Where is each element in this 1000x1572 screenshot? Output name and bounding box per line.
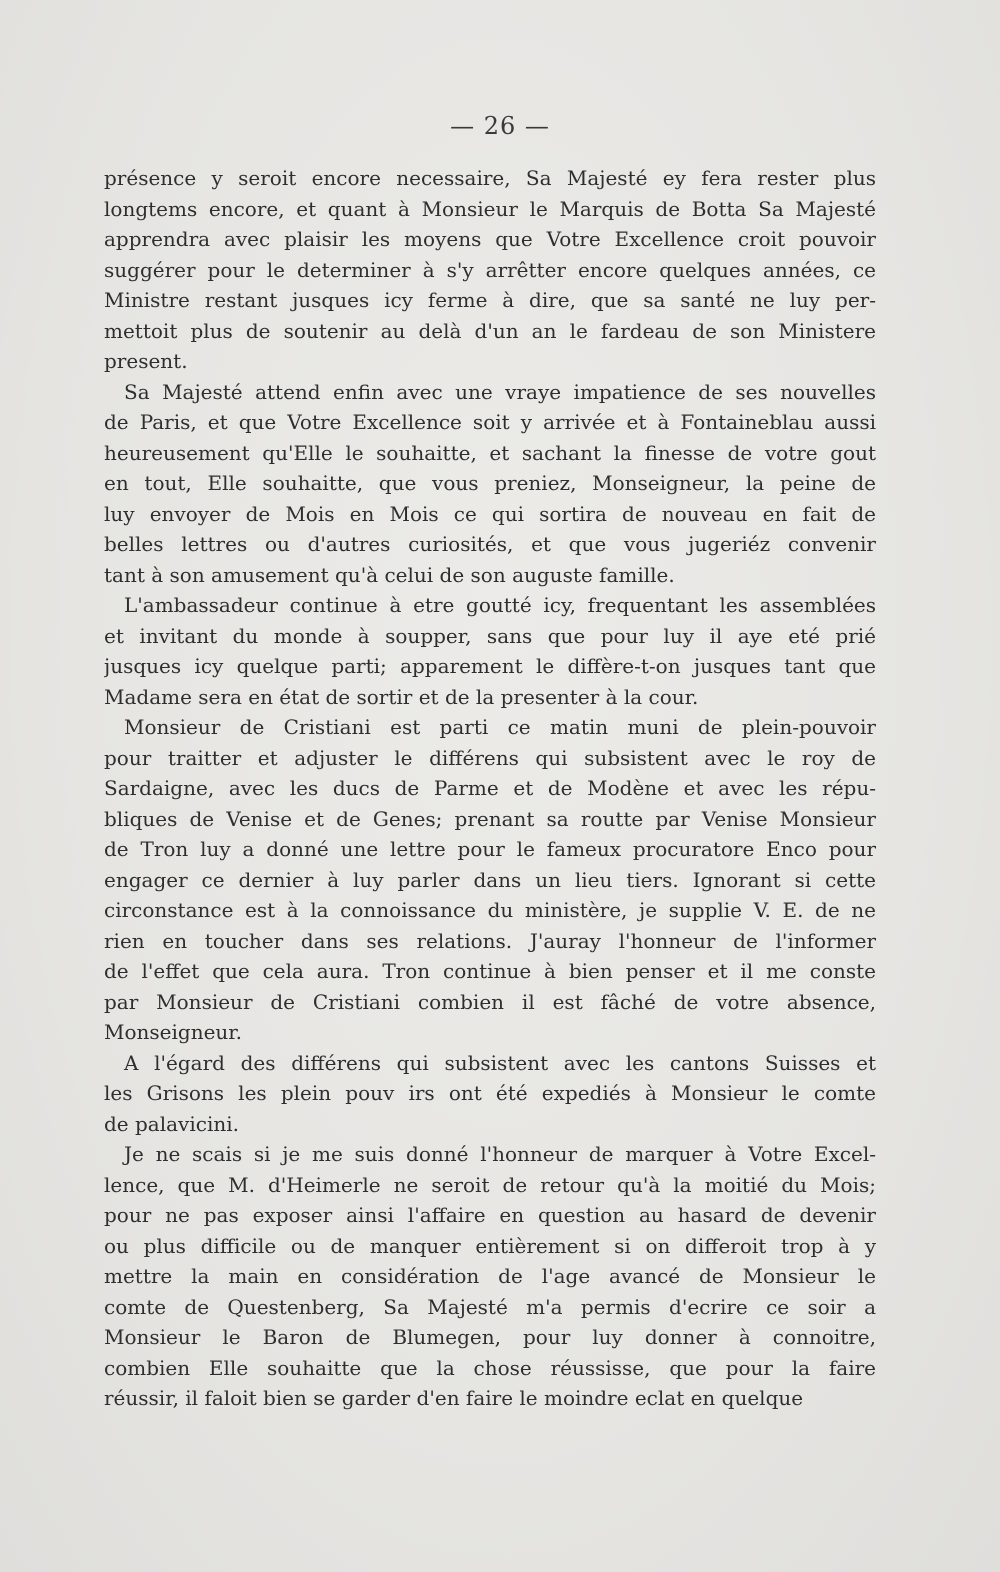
text-line: mettre la main en considération de l'age avancé de Monsieur le [104, 1264, 876, 1288]
text-line: luy envoyer de Mois en Mois ce qui sortira de nouveau en fait de [104, 501, 876, 526]
text-line: Monsieur de Cristiani est parti ce matin muni de plein-pouvoir [124, 715, 876, 739]
text-line: de Tron luy a donné une lettre pour le fameux procuratore Enco pour [104, 837, 876, 861]
text-line: de Paris, et que Votre Excellence soit y arrivée et à Fontaineblau aussi [104, 410, 876, 434]
text-line: et invitant du monde à soupper, sans que pour luy il aye eté prié [104, 623, 876, 648]
text-line: Monsieur le Baron de Blumegen, pour luy donner à connoitre, [104, 1325, 876, 1349]
text-line: lence, que M. d'Heimerle ne seroit de retour qu'à la moitié du Mois; [104, 1172, 876, 1197]
text-line: present. [104, 349, 188, 373]
text-line: Sa Majesté attend enfin avec une vraye impatience de ses nouvelles [124, 379, 876, 404]
text-line: Sardaigne, avec les ducs de Parme et de Modène et avec les répu- [104, 776, 876, 800]
text-line: Madame sera en état de sortir et de la presenter à la cour. [104, 684, 699, 709]
text-line: tant à son amusement qu'à celui de son auguste famille. [104, 562, 675, 587]
text-line: rien en toucher dans ses relations. J'auray l'honneur de l'informer [104, 928, 876, 953]
text-line: par Monsieur de Cristiani combien il est fâché de votre absence, [104, 989, 876, 1014]
text-line: longtems encore, et quant à Monsieur le Marquis de Botta Sa Majesté [104, 196, 876, 221]
paragraph [104, 1139, 876, 1414]
text-line: engager ce dernier à luy parler dans un lieu tiers. Ignorant si cette [104, 867, 876, 892]
text-line: circonstance est à la connoissance du ministère, je supplie V. E. de ne [104, 898, 876, 922]
paragraph [104, 712, 876, 1048]
text-line: pour ne pas exposer ainsi l'affaire en question au hasard de devenir [104, 1203, 876, 1227]
text-line: bliques de Venise et de Genes; prenant sa routte par Venise Monsieur [104, 806, 876, 831]
text-line: suggérer pour le determiner à s'y arrêtter encore quelques années, ce [104, 257, 876, 282]
text-line: Ministre restant jusques icy ferme à dire, que sa santé ne luy per- [104, 288, 876, 312]
text-line: Je ne scais si je me suis donné l'honneur de marquer à Votre Excel- [124, 1142, 876, 1166]
text-line: comte de Questenberg, Sa Majesté m'a permis d'ecrire ce soir a [104, 1294, 876, 1319]
text-line: L'ambassadeur continue à etre goutté icy, frequentant les assemblées [124, 593, 876, 617]
text-line: Monseigneur. [104, 1020, 243, 1044]
text-line: de palavicini. [104, 1111, 239, 1136]
paragraph [104, 163, 876, 377]
paragraph [104, 1048, 876, 1140]
paragraph [104, 377, 876, 591]
text-line: heureusement qu'Elle le souhaitte, et sachant la finesse de votre gout [104, 440, 876, 465]
text-line: réussir, il faloit bien se garder d'en faire le moindre eclat en quelque [104, 1386, 804, 1410]
body-text [104, 163, 876, 1414]
page-number: — 26 — [450, 112, 550, 140]
text-line: jusques icy quelque parti; apparement le diffère-t-on jusques tant que [104, 654, 876, 678]
text-line: combien Elle souhaitte que la chose réussisse, que pour la faire [104, 1355, 876, 1380]
text-line: pour traitter et adjuster le différens qui subsistent avec le roy de [104, 745, 876, 770]
text-line: en tout, Elle souhaitte, que vous preniez, Monseigneur, la peine de [104, 471, 876, 495]
text-line: présence y seroit encore necessaire, Sa Majesté ey fera rester plus [104, 166, 876, 190]
text-line: belles lettres ou d'autres curiosités, et que vous jugeriéz convenir [104, 532, 876, 556]
text-line: apprendra avec plaisir les moyens que Votre Excellence croit pouvoir [104, 227, 876, 251]
text-line: de l'effet que cela aura. Tron continue à bien penser et il me conste [104, 959, 876, 983]
text-line: les Grisons les plein pouv irs ont été expediés à Monsieur le comte [104, 1081, 876, 1105]
text-line: mettoit plus de soutenir au delà d'un an le fardeau de son Ministere [104, 318, 876, 343]
paragraph [104, 590, 876, 712]
text-line: ou plus difficile ou de manquer entièrement si on differoit trop à y [104, 1233, 876, 1258]
text-line: A l'égard des différens qui subsistent avec les cantons Suisses et [124, 1050, 876, 1075]
